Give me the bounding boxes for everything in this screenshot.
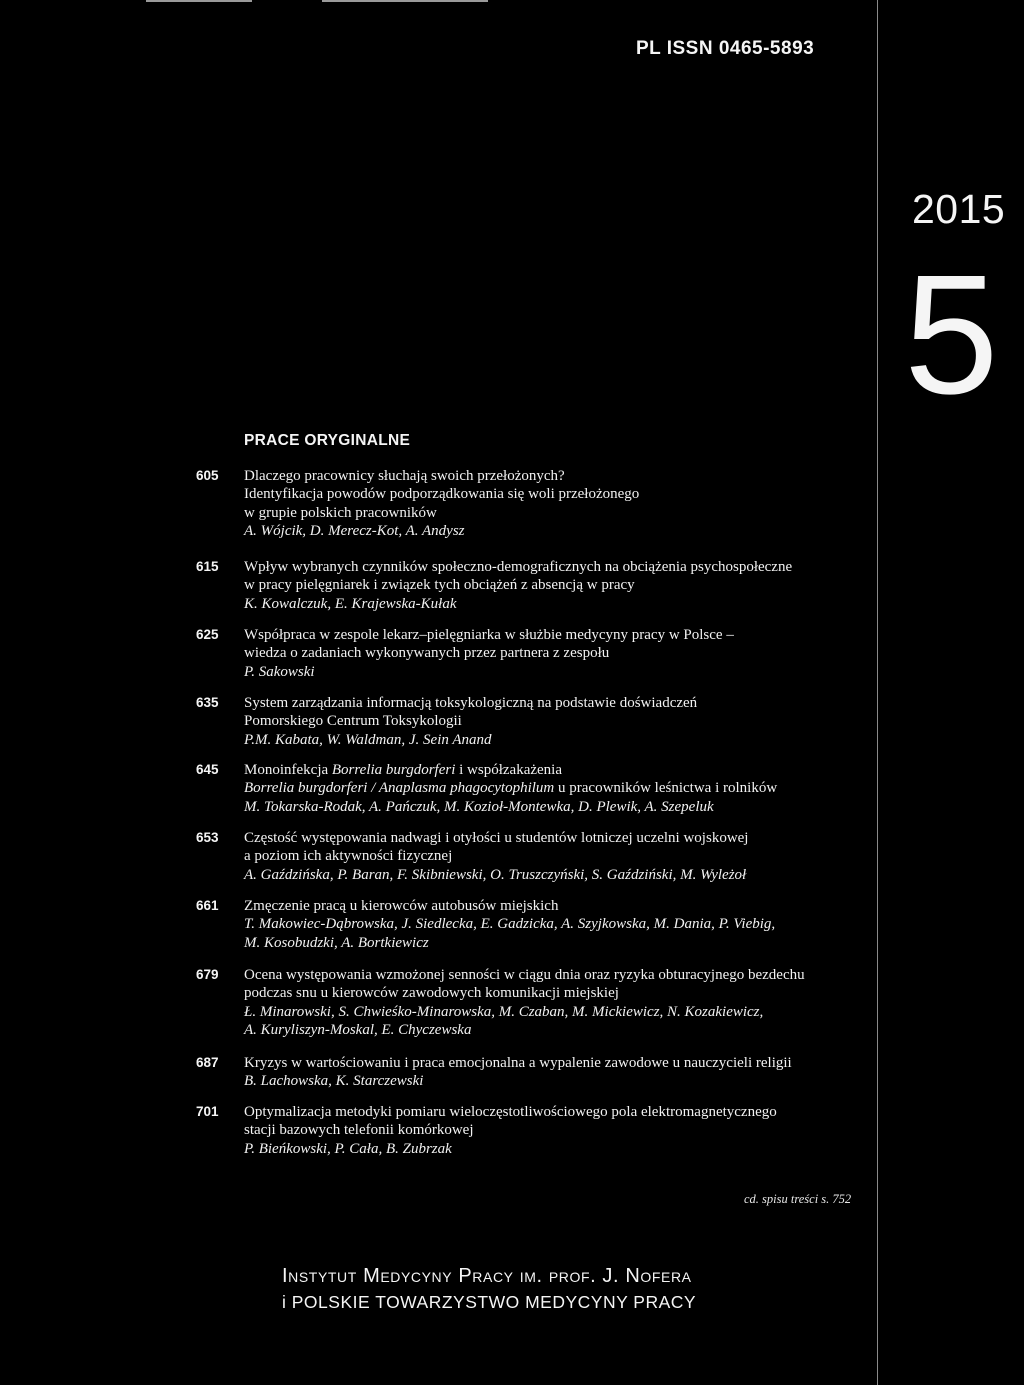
toc-title-line: Zmęczenie pracą u kierowców autobusów miejskich (244, 898, 559, 914)
toc-page-number: 635 (196, 695, 219, 710)
toc-page-number: 605 (196, 468, 219, 483)
toc-title-line (244, 761, 844, 779)
year: 2015 (912, 186, 1006, 232)
section-title: PRACE ORYGINALNE (244, 432, 411, 449)
title-text: Monoinfekcja (244, 762, 332, 778)
toc-entry-body (244, 694, 844, 749)
toc-authors: T. Makowiec-Dąbrowska, J. Siedlecka, E. Gadzicka, A. Szyjkowska, M. Dania, P. Viebig, (244, 916, 776, 933)
top-rule-2 (322, 0, 488, 2)
toc-title-line: a poziom ich aktywności fizycznej (244, 848, 453, 865)
toc-entry-body (244, 467, 844, 540)
toc-title-line: Dlaczego pracownicy słuchają swoich przełożonych? (244, 468, 565, 484)
toc-page-number: 625 (196, 627, 219, 642)
toc-title-line: Kryzys w wartościowaniu i praca emocjonalna a wypalenie zawodowe u nauczycieli religii (244, 1055, 792, 1071)
toc-title-line: w pracy pielęgniarek i związek tych obciążeń z absencją w pracy (244, 577, 635, 594)
toc-title-line: Pomorskiego Centrum Toksykologii (244, 713, 462, 730)
species-name: Borrelia burgdorferi / Anaplasma phagocytophilum (244, 780, 555, 797)
issue-number: 5 (904, 240, 999, 430)
toc-entry-body (244, 829, 844, 884)
toc-title-line: wiedza o zadaniach wykonywanych przez partnera z zespołu (244, 645, 610, 662)
toc-authors: M. Kosobudzki, A. Bortkiewicz (244, 934, 429, 951)
toc-entry-body (244, 1054, 844, 1091)
toc-authors: P. Sakowski (244, 663, 315, 680)
toc-title-line (244, 779, 844, 797)
toc-entry-body (244, 558, 844, 613)
title-text: u pracowników leśnictwa i rolników (554, 780, 778, 797)
toc-title-line: Wpływ wybranych czynników społeczno-demograficznych na obciążenia psychospołeczne (244, 559, 793, 575)
vertical-rule (877, 0, 878, 1385)
toc-authors: A. Gaździńska, P. Baran, F. Skibniewski, O. Truszczyński, S. Gaździński, M. Wyleżoł (244, 866, 747, 883)
toc-title-line: w grupie polskich pracowników (244, 504, 437, 521)
top-rule-1 (146, 0, 252, 2)
toc-title-line: Optymalizacja metodyki pomiaru wieloczęstotliwościowego pola elektromagnetycznego (244, 1104, 777, 1120)
toc-entry-body (244, 1103, 844, 1158)
species-name: Borrelia burgdorferi (331, 762, 456, 778)
toc-title-line: Ocena występowania wzmożonej senności w ciągu dnia oraz ryzyka obturacyjnego bezdechu (244, 967, 805, 983)
toc-authors: K. Kowalczuk, E. Krajewska-Kułak (244, 595, 457, 612)
toc-authors: M. Tokarska-Rodak, A. Pańczuk, M. Kozioł-Montewka, D. Plewik, A. Szepeluk (244, 798, 714, 815)
toc-authors: B. Lachowska, K. Starczewski (244, 1073, 424, 1090)
toc-title-line: Współpraca w zespole lekarz–pielęgniarka w służbie medycyny pracy w Polsce – (244, 627, 734, 643)
publisher-line-2: i POLSKIE TOWARZYSTWO MEDYCYNY PRACY (282, 1292, 697, 1312)
toc-authors: P. Bieńkowski, P. Cała, B. Zubrzak (244, 1140, 452, 1157)
toc-page-number: 645 (196, 762, 219, 777)
publisher-line-1: Instytut Medycyny Pracy im. prof. J. Nofera (282, 1265, 692, 1287)
toc-page-number: 687 (196, 1055, 219, 1070)
toc-page-number: 701 (196, 1104, 219, 1119)
toc-title-line: podczas snu u kierowców zawodowych komunikacji miejskiej (244, 985, 619, 1002)
toc-title-line: Częstość występowania nadwagi i otyłości u studentów lotniczej uczelni wojskowej (244, 830, 749, 846)
toc-title-line: System zarządzania informacją toksykologiczną na podstawie doświadczeń (244, 695, 698, 711)
toc-authors: P.M. Kabata, W. Waldman, J. Sein Anand (244, 731, 492, 748)
toc-authors: Ł. Minarowski, S. Chwieśko-Minarowska, M. Czaban, M. Mickiewicz, N. Kozakiewicz, (244, 1003, 764, 1020)
toc-title-line: Identyfikacja powodów podporządkowania się woli przełożonego (244, 486, 640, 503)
toc-entry-body (244, 897, 844, 952)
toc-page-number: 679 (196, 967, 219, 982)
toc-entry-body (244, 761, 844, 816)
toc-authors: A. Kuryliszyn-Moskal, E. Chyczewska (244, 1021, 472, 1038)
toc-title-line: stacji bazowych telefonii komórkowej (244, 1122, 474, 1139)
title-text: i współzakażenia (455, 762, 562, 778)
toc-page-number: 661 (196, 898, 219, 913)
toc-entry-body (244, 966, 844, 1039)
issn: PL ISSN 0465-5893 (636, 38, 815, 59)
toc-page-number: 653 (196, 830, 219, 845)
toc-page-number: 615 (196, 559, 219, 574)
toc-entry-body (244, 626, 844, 681)
continuation-note: cd. spisu treści s. 752 (744, 1192, 852, 1206)
toc-authors: A. Wójcik, D. Merecz-Kot, A. Andysz (244, 522, 465, 539)
